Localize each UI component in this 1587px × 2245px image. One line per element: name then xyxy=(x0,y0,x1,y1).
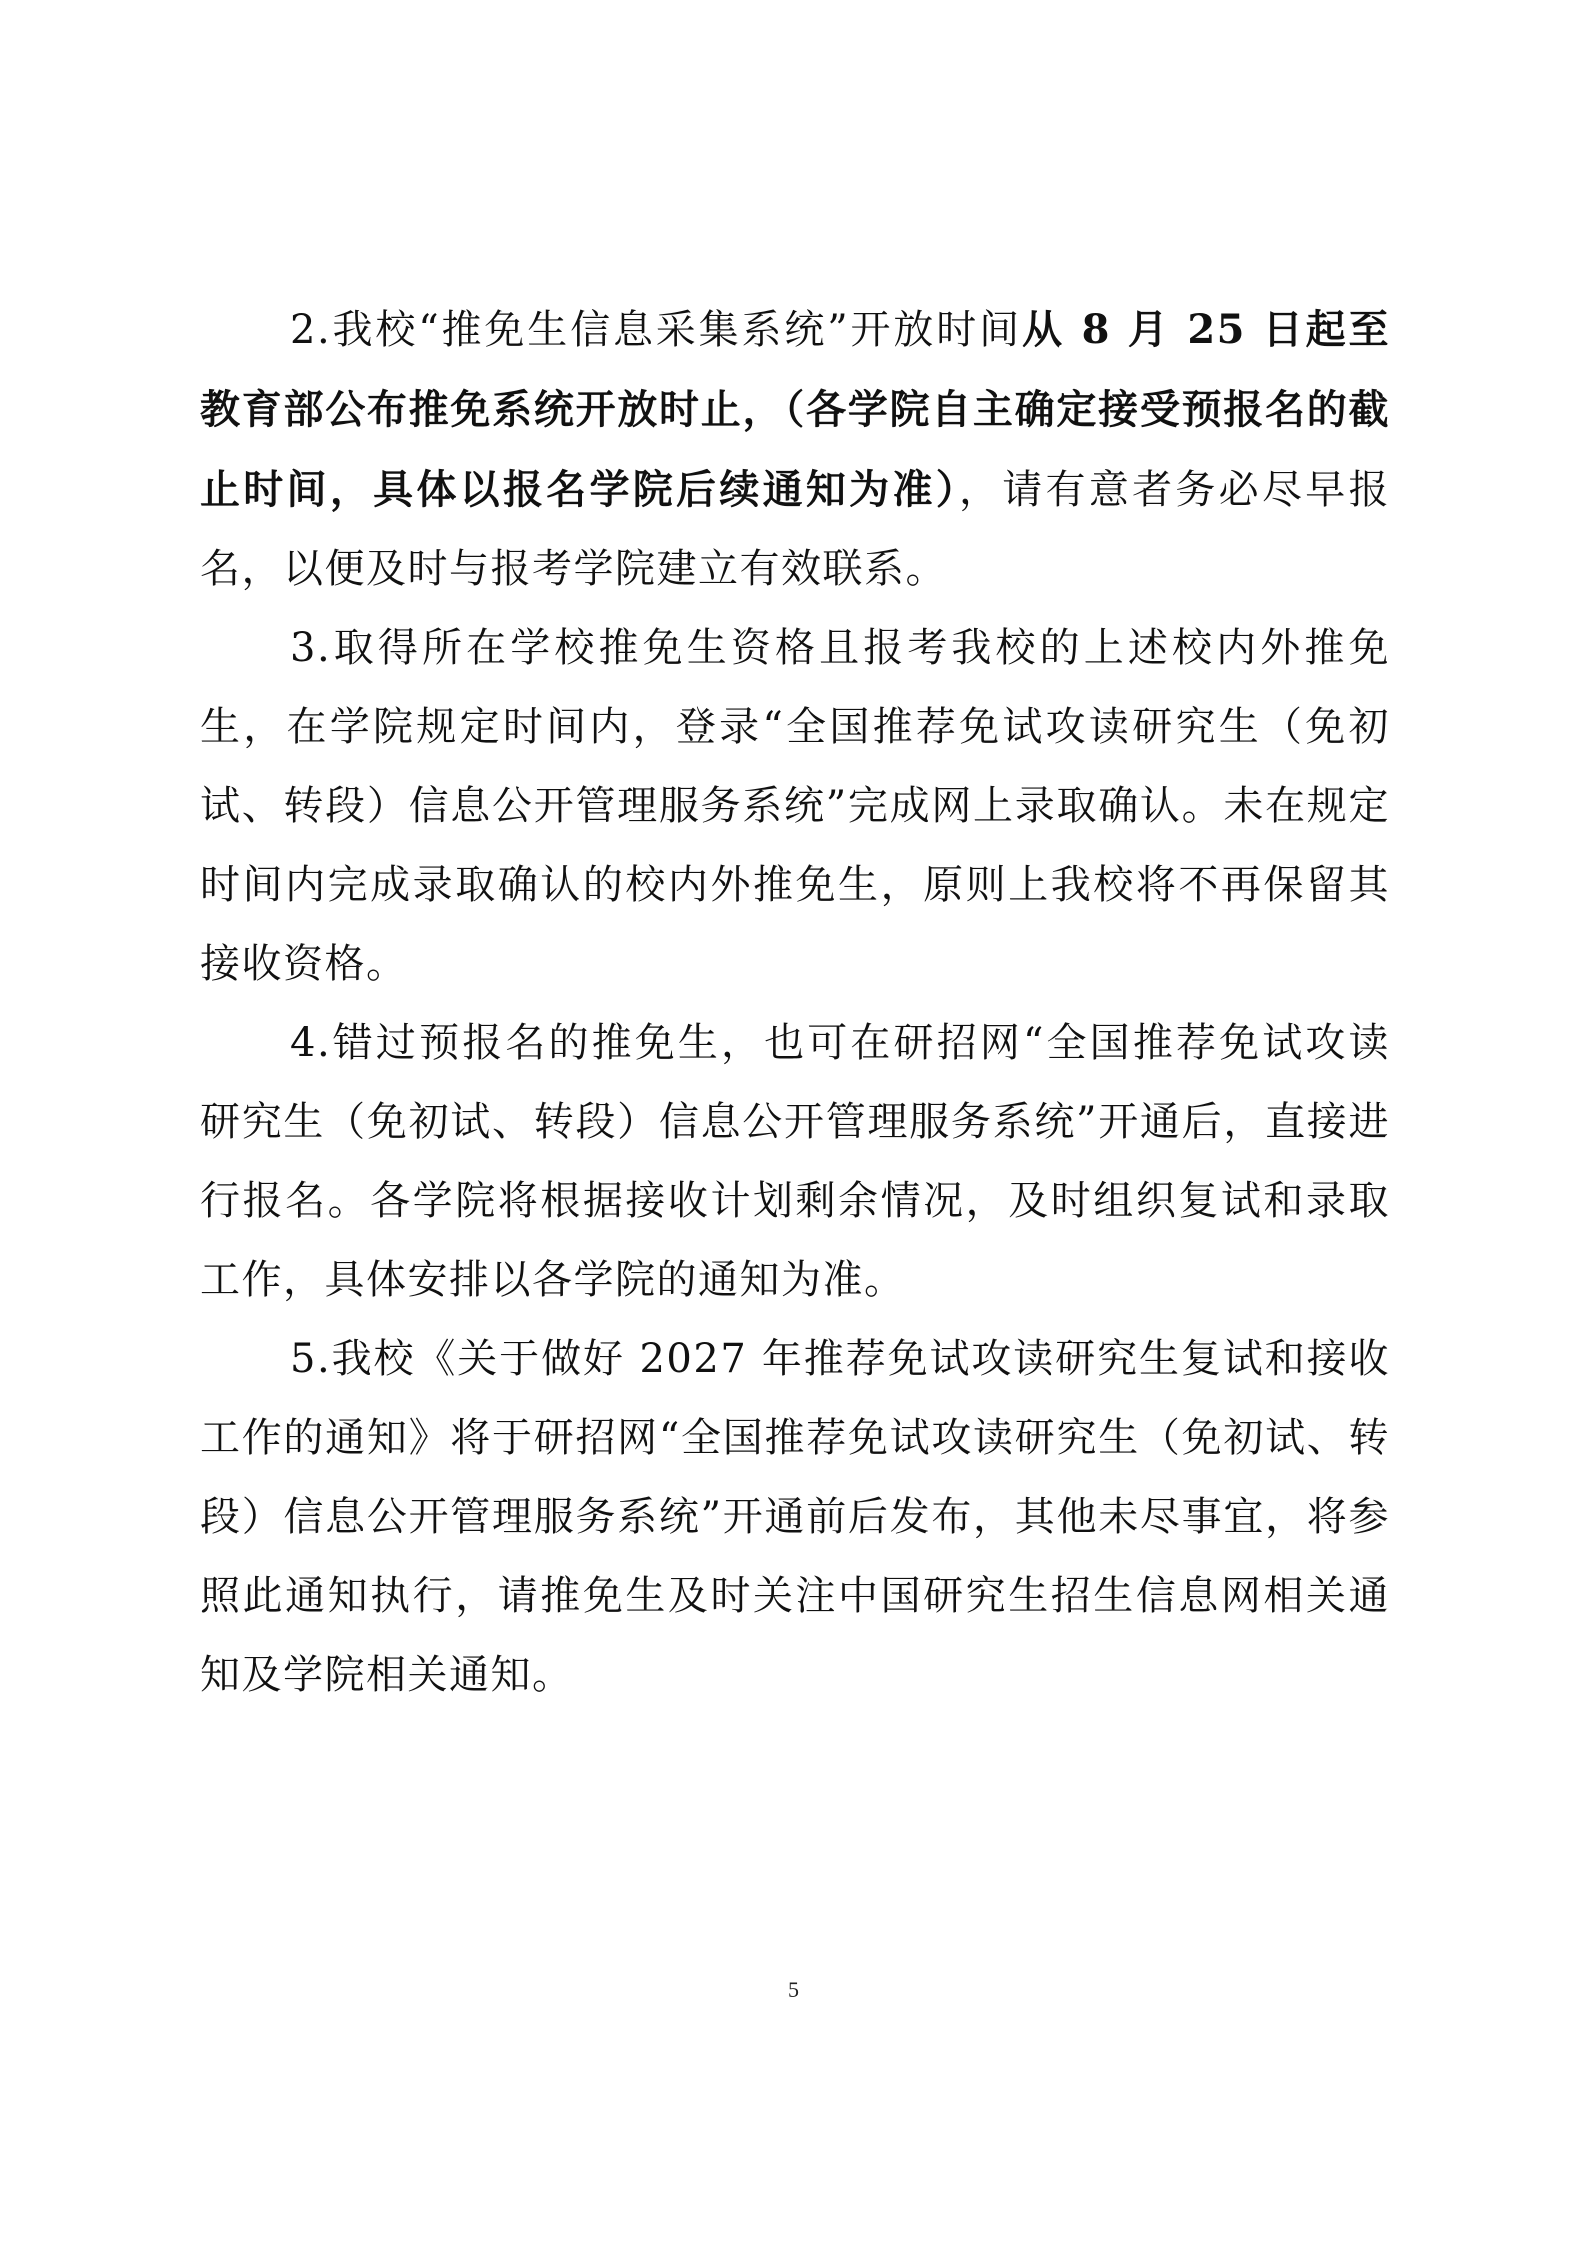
paragraph-item-3 xyxy=(200,609,1390,1004)
paragraph-text: 2.我校“推免生信息采集系统”开放时间 xyxy=(290,307,1022,353)
paragraph-item-2 xyxy=(200,290,1390,609)
paragraph-text: ，请有意者务必尽早报名，以便及时与报考学院建立有效联系。 xyxy=(200,467,1390,592)
paragraph-item-5 xyxy=(200,1320,1390,1715)
page-number: 5 xyxy=(788,1977,799,2002)
paragraph-text: 3.取得所在学校推免生资格且报考我校的上述校内外推免生，在学院规定时间内，登录“全国推荐免试攻读研究生（免初试、转段）信息公开管理服务系统”完成网上录取确认。未在规定时间内完成录取确认的校内外推免生，原则上我校将不再保留其接收资格。 xyxy=(200,625,1390,987)
paragraph-text: 4.错过预报名的推免生，也可在研招网“全国推荐免试攻读研究生（免初试、转段）信息公开管理服务系统”开通后，直接进行报名。各学院将根据接收计划剩余情况，及时组织复试和录取工作，具体安排以各学院的通知为准。 xyxy=(200,1020,1390,1303)
paragraph-text: 5.我校《关于做好 2027 年推荐免试攻读研究生复试和接收工作的通知》将于研招网“全国推荐免试攻读研究生（免初试、转段）信息公开管理服务系统”开通前后发布，其他未尽事宜，将参照此通知执行，请推免生及时关注中国研究生招生信息网相关通知及学院相关通知。 xyxy=(200,1336,1390,1698)
document-body xyxy=(200,290,1390,1715)
paragraph-text-bold: 从 8 月 25 日起至教育部公布推免系统开放时止，（各学院自主确定接受预报名的截止时间，具体以报名学院后续通知为准） xyxy=(200,306,1391,513)
paragraph-item-4 xyxy=(200,1004,1390,1320)
